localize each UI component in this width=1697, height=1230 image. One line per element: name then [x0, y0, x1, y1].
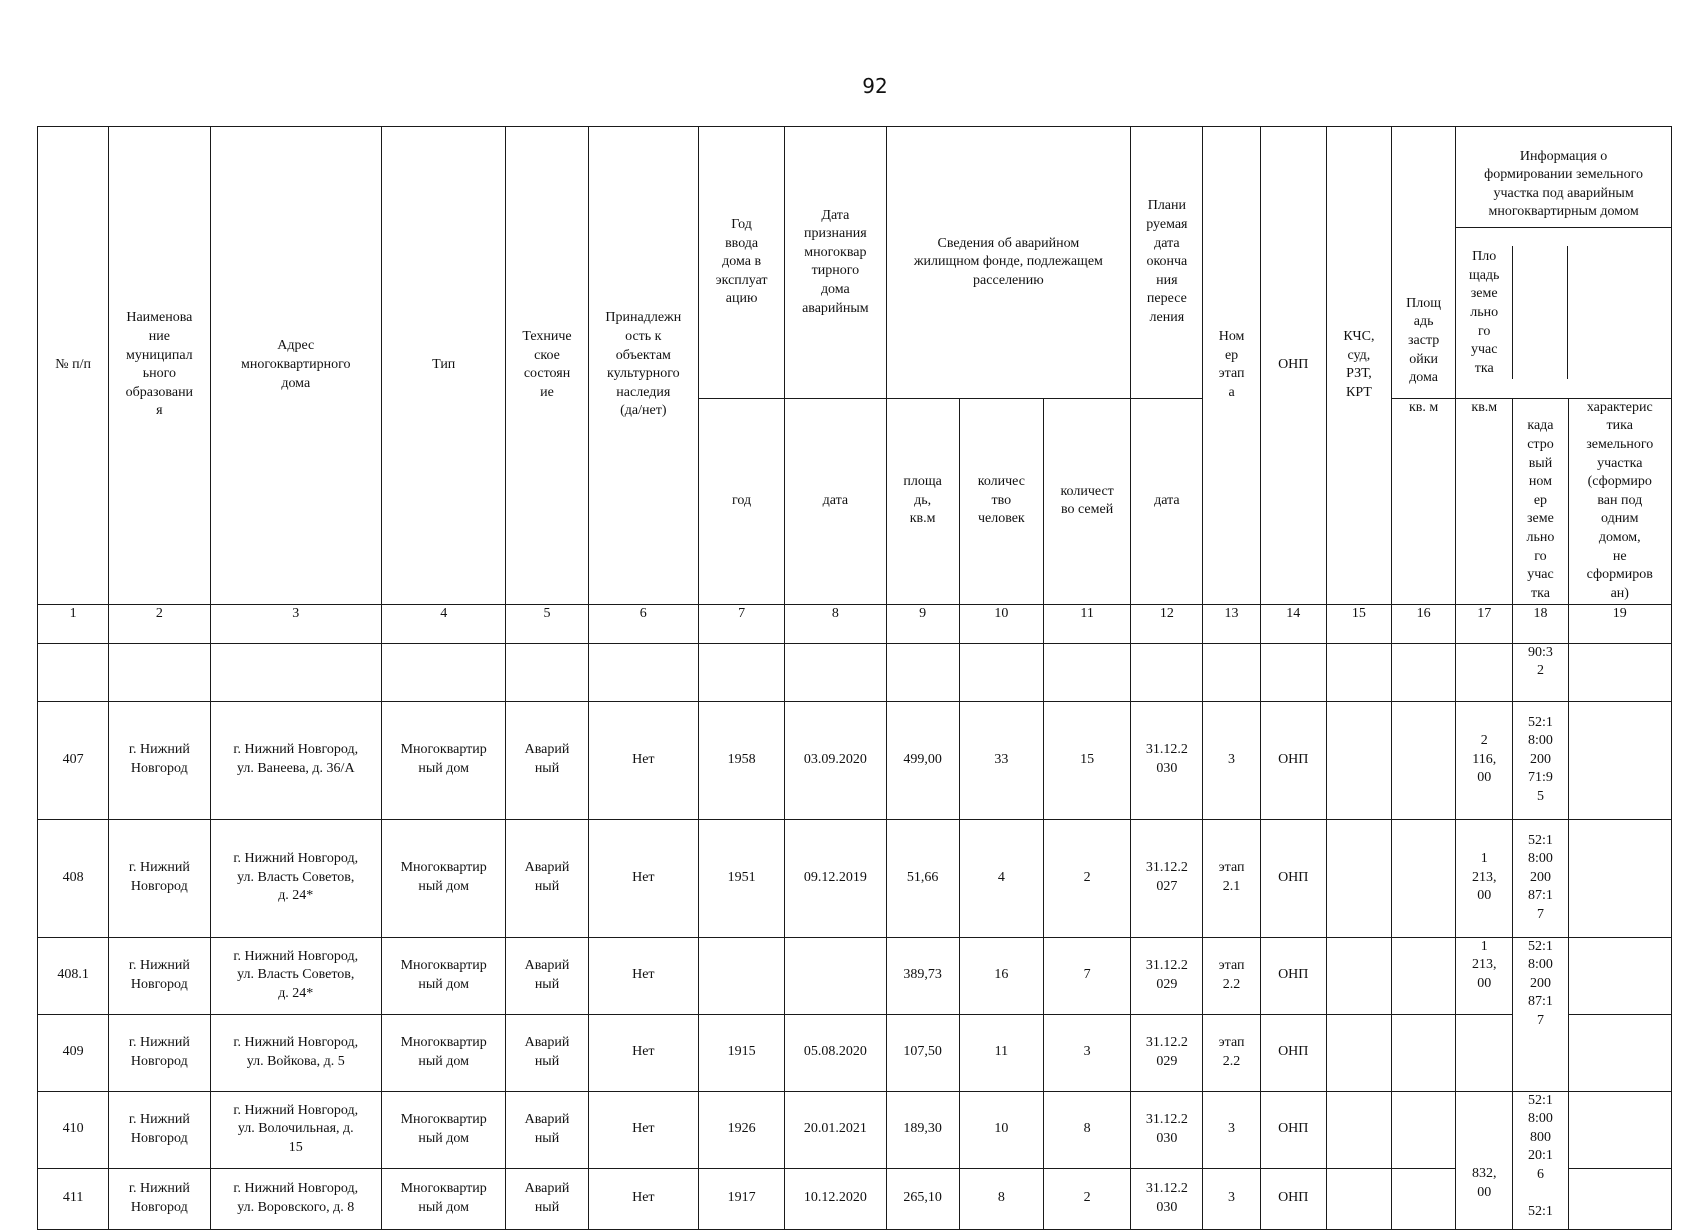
area: 189,30 — [886, 1091, 959, 1168]
recognition-date: 20.01.2021 — [785, 1091, 886, 1168]
build-area — [1392, 819, 1456, 937]
onp: ОНП — [1260, 701, 1326, 819]
header-group-cell: Сведения об аварийном жилищном фонде, подлежащем расселению — [886, 127, 1131, 399]
cadastral-number: 52:1 8:00 200 87:1 7 — [1513, 819, 1568, 937]
people-count: 33 — [959, 701, 1043, 819]
header-cell: КЧС, суд, РЗТ, КРТ — [1326, 127, 1391, 605]
column-number: 15 — [1326, 604, 1391, 643]
building-type: Многоквартир ный дом — [382, 1168, 506, 1229]
kchs — [1326, 701, 1391, 819]
end-date: 31.12.2 029 — [1131, 937, 1203, 1014]
year: 1915 — [698, 1014, 784, 1091]
people-count: 10 — [959, 1091, 1043, 1168]
header-cell: количес тво человек — [959, 398, 1043, 604]
heritage: Нет — [588, 1168, 698, 1229]
column-number: 17 — [1456, 604, 1513, 643]
column-number: 4 — [382, 604, 506, 643]
technical-state: Аварий ный — [506, 1168, 588, 1229]
column-number: 5 — [506, 604, 588, 643]
year: 1951 — [698, 819, 784, 937]
end-date: 31.12.2 030 — [1131, 701, 1203, 819]
table-row — [38, 701, 1672, 819]
table-cell — [1326, 643, 1391, 701]
stage: этап 2.2 — [1203, 937, 1260, 1014]
building-type: Многоквартир ный дом — [382, 819, 506, 937]
year — [698, 937, 784, 1014]
row-number: 407 — [38, 701, 109, 819]
year: 1958 — [698, 701, 784, 819]
year: 1917 — [698, 1168, 784, 1229]
stage: этап 2.1 — [1203, 819, 1260, 937]
building-type: Многоквартир ный дом — [382, 937, 506, 1014]
header-cell: № п/п — [38, 127, 109, 605]
land-area — [1456, 1014, 1513, 1091]
onp: ОНП — [1260, 1014, 1326, 1091]
column-number: 12 — [1131, 604, 1203, 643]
onp: ОНП — [1260, 1168, 1326, 1229]
build-area — [1392, 1014, 1456, 1091]
column-number: 16 — [1392, 604, 1456, 643]
column-number: 14 — [1260, 604, 1326, 643]
area: 265,10 — [886, 1168, 959, 1229]
land-area: 1 213, 00 — [1456, 937, 1513, 1014]
table-cell — [506, 643, 588, 701]
table-cell — [1568, 643, 1671, 701]
header-cell: Дата признания многоквар тирного дома аварийным — [785, 127, 886, 399]
table-cell — [1043, 643, 1130, 701]
technical-state: Аварий ный — [506, 1091, 588, 1168]
column-number: 6 — [588, 604, 698, 643]
header-cell: дата — [785, 398, 886, 604]
header-cell: Тип — [382, 127, 506, 605]
table-cell — [785, 643, 886, 701]
header-cell — [1568, 246, 1671, 379]
municipality: г. Нижний Новгород — [109, 1168, 210, 1229]
table-row — [38, 1091, 1672, 1168]
people-count: 11 — [959, 1014, 1043, 1091]
emergency-housing-table — [37, 126, 1672, 1230]
municipality: г. Нижний Новгород — [109, 1091, 210, 1168]
column-number: 19 — [1568, 604, 1671, 643]
header-cell: характерис тика земельного участка (сформиро ван под одним домом, не сформиров ан) — [1568, 398, 1671, 604]
address: г. Нижний Новгород, ул. Власть Советов, д. 24* — [210, 937, 382, 1014]
address: г. Нижний Новгород, ул. Волочильная, д. 15 — [210, 1091, 382, 1168]
table-cell — [1131, 643, 1203, 701]
stage: этап 2.2 — [1203, 1014, 1260, 1091]
header-cell: площа дь, кв.м — [886, 398, 959, 604]
column-number: 13 — [1203, 604, 1260, 643]
header-cell: Адрес многоквартирного дома — [210, 127, 382, 605]
building-type: Многоквартир ный дом — [382, 1014, 506, 1091]
family-count: 2 — [1043, 819, 1130, 937]
column-number: 18 — [1513, 604, 1568, 643]
heritage: Нет — [588, 1014, 698, 1091]
address: г. Нижний Новгород, ул. Воровского, д. 8 — [210, 1168, 382, 1229]
land-characteristic — [1568, 701, 1671, 819]
column-number: 10 — [959, 604, 1043, 643]
row-number: 410 — [38, 1091, 109, 1168]
page-number: 92 — [862, 74, 888, 98]
area: 107,50 — [886, 1014, 959, 1091]
row-number: 408.1 — [38, 937, 109, 1014]
land-area: 1 213, 00 — [1456, 819, 1513, 937]
header-group-cell — [1456, 127, 1672, 399]
recognition-date: 10.12.2020 — [785, 1168, 886, 1229]
build-area — [1392, 1168, 1456, 1229]
onp: ОНП — [1260, 1091, 1326, 1168]
municipality: г. Нижний Новгород — [109, 819, 210, 937]
header-cell: Год ввода дома в эксплуат ацию — [698, 127, 784, 399]
address: г. Нижний Новгород, ул. Ванеева, д. 36/А — [210, 701, 382, 819]
cadastral-number: 90:3 2 — [1513, 643, 1568, 701]
kchs — [1326, 937, 1391, 1014]
building-type: Многоквартир ный дом — [382, 1091, 506, 1168]
cadastral-number: 52:1 8:00 200 87:1 7 — [1513, 937, 1568, 1091]
land-area: 832, 00 — [1456, 1091, 1513, 1229]
build-area — [1392, 701, 1456, 819]
column-number-row — [38, 604, 1672, 643]
row-number: 411 — [38, 1168, 109, 1229]
land-characteristic — [1568, 1014, 1671, 1091]
heritage: Нет — [588, 1091, 698, 1168]
land-info-title: Информация о формировании земельного участка под аварийным многоквартирным домом — [1456, 146, 1671, 228]
municipality: г. Нижний Новгород — [109, 701, 210, 819]
kchs — [1326, 1091, 1391, 1168]
header-cell: Техниче ское состоян ие — [506, 127, 588, 605]
header-cell: Площ адь застр ойки дома — [1392, 127, 1456, 399]
column-number: 1 — [38, 604, 109, 643]
end-date: 31.12.2 027 — [1131, 819, 1203, 937]
table-row — [38, 1168, 1672, 1229]
table-cell — [1203, 643, 1260, 701]
stage: 3 — [1203, 701, 1260, 819]
land-characteristic — [1568, 1168, 1671, 1229]
table-row — [38, 1014, 1672, 1091]
technical-state: Аварий ный — [506, 1014, 588, 1091]
people-count: 4 — [959, 819, 1043, 937]
onp: ОНП — [1260, 937, 1326, 1014]
recognition-date — [785, 937, 886, 1014]
column-number: 3 — [210, 604, 382, 643]
header-cell — [1513, 246, 1568, 379]
table-cell — [38, 643, 109, 701]
table-cell — [1456, 643, 1513, 701]
header-cell: Плани руемая дата оконча ния пересе ления — [1131, 127, 1203, 399]
table-cell — [698, 643, 784, 701]
people-count: 8 — [959, 1168, 1043, 1229]
area: 389,73 — [886, 937, 959, 1014]
heritage: Нет — [588, 819, 698, 937]
header-cell: Принадлежн ость к объектам культурного наследия (да/нет) — [588, 127, 698, 605]
people-count: 16 — [959, 937, 1043, 1014]
area: 499,00 — [886, 701, 959, 819]
table-cell — [959, 643, 1043, 701]
technical-state: Аварий ный — [506, 819, 588, 937]
header-cell: Ном ер этап а — [1203, 127, 1260, 605]
address: г. Нижний Новгород, ул. Войкова, д. 5 — [210, 1014, 382, 1091]
family-count: 15 — [1043, 701, 1130, 819]
land-info-subheaders — [1456, 246, 1671, 379]
table-cell — [210, 643, 382, 701]
header-cell: када стро вый ном ер земе льно го учас тка — [1513, 398, 1568, 604]
table-cell — [1260, 643, 1326, 701]
column-number: 7 — [698, 604, 784, 643]
recognition-date: 09.12.2019 — [785, 819, 886, 937]
land-characteristic — [1568, 937, 1671, 1014]
address: г. Нижний Новгород, ул. Власть Советов, д. 24* — [210, 819, 382, 937]
year: 1926 — [698, 1091, 784, 1168]
end-date: 31.12.2 030 — [1131, 1168, 1203, 1229]
stage: 3 — [1203, 1091, 1260, 1168]
header-cell: Пло щадь земе льно го учас тка — [1456, 246, 1513, 379]
header-cell: кв.м — [1456, 398, 1513, 604]
cadastral-number: 52:1 8:00 800 20:1 6 52:1 — [1513, 1091, 1568, 1229]
build-area — [1392, 1091, 1456, 1168]
table-row — [38, 937, 1672, 1014]
land-characteristic — [1568, 819, 1671, 937]
header-cell: кв. м — [1392, 398, 1456, 604]
header-row-main — [38, 127, 1672, 399]
cadastral-number: 52:1 8:00 200 71:9 5 — [1513, 701, 1568, 819]
row-number: 409 — [38, 1014, 109, 1091]
recognition-date: 03.09.2020 — [785, 701, 886, 819]
kchs — [1326, 1014, 1391, 1091]
municipality: г. Нижний Новгород — [109, 937, 210, 1014]
table-cell — [382, 643, 506, 701]
family-count: 3 — [1043, 1014, 1130, 1091]
land-area: 2 116, 00 — [1456, 701, 1513, 819]
column-number: 2 — [109, 604, 210, 643]
municipality: г. Нижний Новгород — [109, 1014, 210, 1091]
row-number: 408 — [38, 819, 109, 937]
family-count: 7 — [1043, 937, 1130, 1014]
land-characteristic — [1568, 1091, 1671, 1168]
recognition-date: 05.08.2020 — [785, 1014, 886, 1091]
table-cell — [1392, 643, 1456, 701]
column-number: 11 — [1043, 604, 1130, 643]
table-row — [38, 643, 1672, 701]
family-count: 8 — [1043, 1091, 1130, 1168]
header-cell: дата — [1131, 398, 1203, 604]
kchs — [1326, 819, 1391, 937]
header-cell: количест во семей — [1043, 398, 1130, 604]
technical-state: Аварий ный — [506, 937, 588, 1014]
onp: ОНП — [1260, 819, 1326, 937]
column-number: 8 — [785, 604, 886, 643]
kchs — [1326, 1168, 1391, 1229]
column-number: 9 — [886, 604, 959, 643]
area: 51,66 — [886, 819, 959, 937]
end-date: 31.12.2 029 — [1131, 1014, 1203, 1091]
heritage: Нет — [588, 937, 698, 1014]
family-count: 2 — [1043, 1168, 1130, 1229]
table-cell — [588, 643, 698, 701]
header-cell: ОНП — [1260, 127, 1326, 605]
table-cell — [886, 643, 959, 701]
header-cell: год — [698, 398, 784, 604]
table-row — [38, 819, 1672, 937]
building-type: Многоквартир ный дом — [382, 701, 506, 819]
end-date: 31.12.2 030 — [1131, 1091, 1203, 1168]
technical-state: Аварий ный — [506, 701, 588, 819]
table-cell — [109, 643, 210, 701]
heritage: Нет — [588, 701, 698, 819]
header-cell: Наименова ние муниципал ьного образовани я — [109, 127, 210, 605]
build-area — [1392, 937, 1456, 1014]
stage: 3 — [1203, 1168, 1260, 1229]
